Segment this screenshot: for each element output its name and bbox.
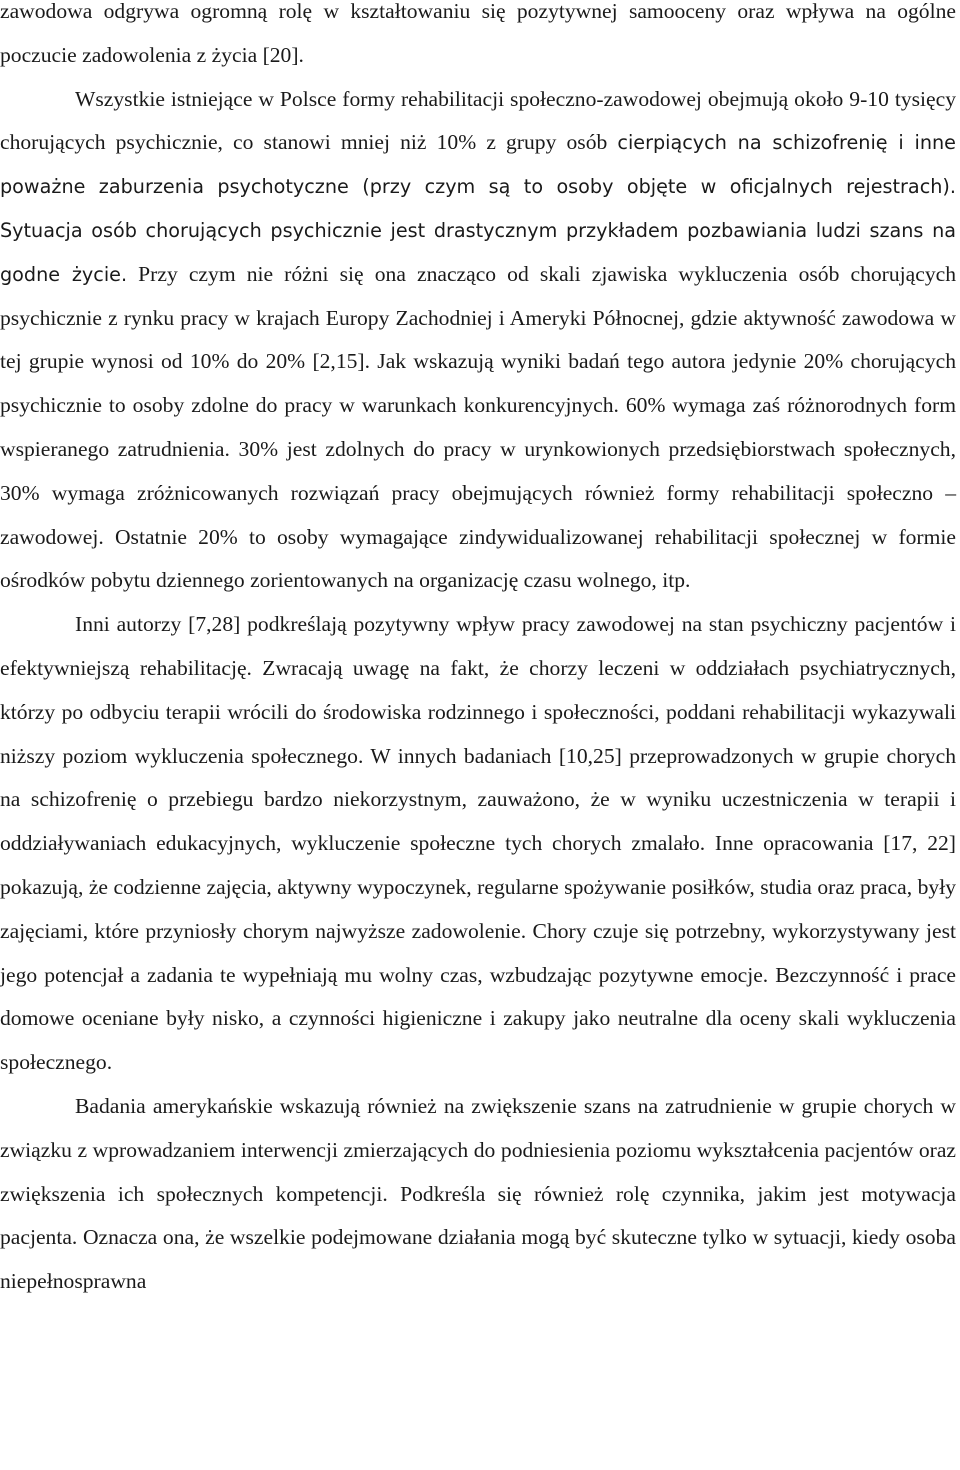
paragraph-3 [0, 603, 956, 1085]
paragraph-2 [0, 78, 956, 604]
paragraph-2-text-c: Przy czym nie różni się ona znacząco od skali zjawiska wykluczenia osób chorujących psychicznie z rynku pracy w krajach Europy Zachodniej i Ameryki Północnej, gdzie aktywność zawodowa w tej grupie wynosi od 10% do 20% [2,15]. Jak wskazują wyniki badań tego autora jedynie 20% chorujących psychicznie to osoby zdolne do pracy w warunkach konkurencyjnych. 60% wymaga zaś różnorodnych form wspieranego zatrudnienia. 30% jest zdolnych do pracy w urynkowionych przedsiębiorstwach społecznych, 30% wymaga zróżnicowanych rozwiązań pracy obejmujących również formy rehabilitacji społeczno – zawodowej. Ostatnie 20% to osoby wymagające zindywidualizowanej rehabilitacji społecznej w formie ośrodków pobytu dziennego zorientowanych na organizację czasu wolnego, itp. [0, 261, 957, 593]
paragraph-2-text-b: cierpiących na schizofrenię i inne poważne zaburzenia psychotyczne (przy czym są to osoby objęte w oficjalnych rejestrach). Sytuacja osób chorujących psychicznie jest drastycznym przykładem pozbawiania ludzi szans na godne życie. [0, 131, 956, 286]
paragraph-2-text-a: Wszystkie istniejące w Polsce formy rehabilitacji społeczno-zawodowej obejmują około 9-10 tysięcy chorujących psychicznie, co stanowi mniej niż 10% z grupy osób [0, 86, 956, 155]
paragraph-1 [0, 0, 956, 78]
paragraph-3-text: Inni autorzy [7,28] podkreślają pozytywny wpływ pracy zawodowej na stan psychiczny pacjentów i efektywniejszą rehabilitację. Zwracają uwagę na fakt, że chorzy leczeni w oddziałach psychiatrycznych, którzy po odbyciu terapii wrócili do środowiska rodzinnego i społeczności, poddani rehabilitacji wykazywali niższy poziom wykluczenia społecznego. W innych badaniach [10,25] przeprowadzonych w grupie chorych na schizofrenię o przebiegu bardzo niekorzystnym, zauważono, że w wyniku uczestniczenia w terapii i oddziaływaniach edukacyjnych, wykluczenie społeczne tych chorych zmalało. Inne opracowania [17, 22] pokazują, że codzienne zajęcia, aktywny wypoczynek, regularne spożywanie posiłków, studia oraz praca, były zajęciami, które przyniosły chorym najwyższe zadowolenie. Chory czuje się potrzebny, wykorzystywany jest jego potencjał a zadania te wypełniają mu wolny czas, wzbudzając pozytywne emocje. Bezczynność i prace domowe oceniane były nisko, a czynności higieniczne i zakupy jako neutralne dla oceny skali wykluczenia społecznego. [0, 612, 956, 1075]
paragraph-4-text: Badania amerykańskie wskazują również na zwiększenie szans na zatrudnienie w grupie chorych w związku z wprowadzaniem interwencji zmierzających do podniesienia poziomu wykształcenia pacjentów oraz zwiększenia ich społecznych kompetencji. Podkreśla się również rolę czynnika, jakim jest motywacja pacjenta. Oznacza ona, że wszelkie podejmowane działania mogą być skuteczne tylko w sytuacji, kiedy osoba niepełnosprawna [0, 1093, 956, 1294]
paragraph-4 [0, 1085, 956, 1304]
paragraph-1-text: zawodowa odgrywa ogromną rolę w kształtowaniu się pozytywnej samooceny oraz wpływa na ogólne poczucie zadowolenia z życia [20]. [0, 0, 956, 67]
